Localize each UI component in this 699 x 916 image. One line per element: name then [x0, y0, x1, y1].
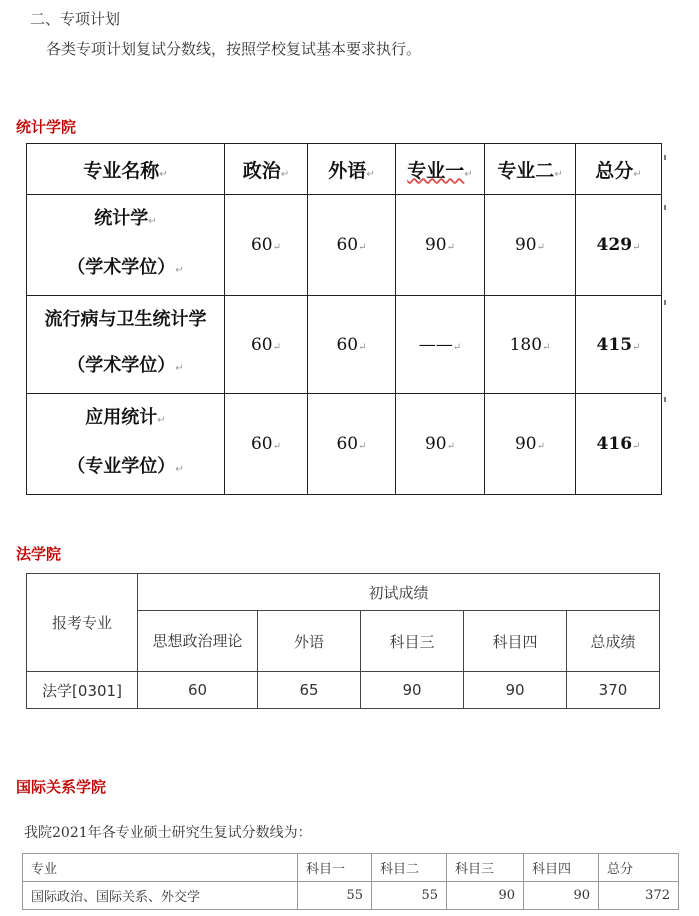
- header-cell: 总成绩: [567, 611, 660, 672]
- table-header-row: [27, 144, 662, 195]
- row-end-mark: [664, 300, 666, 305]
- score-cell: 90↵: [396, 394, 485, 495]
- table-row: [27, 296, 662, 394]
- major-cell: 应用统计↵ （专业学位）↵: [27, 394, 225, 495]
- table-row: [27, 195, 662, 296]
- score-cell: 90: [361, 672, 464, 709]
- table-row: [27, 394, 662, 495]
- statistics-heading: 统计学院: [16, 118, 77, 136]
- table-row: [27, 672, 660, 709]
- major-cell: 国际政治、国际关系、外交学: [23, 882, 298, 910]
- intl-heading: 国际关系学院: [16, 778, 107, 796]
- intl-intro: 我院2021年各专业硕士研究生复试分数线为：: [24, 825, 312, 841]
- row-end-mark: [664, 205, 666, 210]
- score-cell: 65: [258, 672, 361, 709]
- section-description: 各类专项计划复试分数线，按照学校复试基本要求执行。: [46, 40, 422, 58]
- major-cell: 统计学↵ （学术学位）↵: [27, 195, 225, 296]
- row-end-mark: [664, 397, 666, 402]
- total-cell: 415↵: [576, 296, 662, 394]
- law-heading: 法学院: [16, 545, 62, 563]
- total-cell: 429↵: [576, 195, 662, 296]
- total-cell: 416↵: [576, 394, 662, 495]
- header-cell: 政治↵: [225, 144, 308, 195]
- table-header-row: [23, 854, 679, 882]
- score-cell: 90: [447, 882, 524, 910]
- header-cell: 专业二↵: [485, 144, 576, 195]
- score-cell: 180↵: [485, 296, 576, 394]
- header-cell: 专业名称↵: [27, 144, 225, 195]
- header-cell: 科目二: [372, 854, 447, 882]
- score-cell: 60↵: [225, 394, 308, 495]
- law-table: [26, 573, 660, 709]
- score-cell: 90: [524, 882, 599, 910]
- table-header-row: [27, 574, 660, 611]
- statistics-table: [26, 143, 662, 495]
- section-title: 二、专项计划: [30, 10, 121, 28]
- major-cell: 法学[0301]: [27, 672, 138, 709]
- total-cell: 370: [567, 672, 660, 709]
- header-cell: 科目一: [298, 854, 372, 882]
- score-cell: 90: [464, 672, 567, 709]
- score-cell: 55: [372, 882, 447, 910]
- header-cell: 专业一↵: [396, 144, 485, 195]
- table-row: [23, 882, 679, 910]
- score-cell: 60↵: [225, 296, 308, 394]
- score-cell: 55: [298, 882, 372, 910]
- intl-table: [22, 853, 679, 910]
- score-cell: 90↵: [396, 195, 485, 296]
- score-cell: 60↵: [308, 195, 396, 296]
- score-cell: 60↵: [225, 195, 308, 296]
- score-cell: 90↵: [485, 394, 576, 495]
- major-cell: 流行病与卫生统计学 （学术学位）↵: [27, 296, 225, 394]
- header-cell: 总分: [599, 854, 679, 882]
- header-cell: 外语↵: [308, 144, 396, 195]
- header-cell: 外语: [258, 611, 361, 672]
- header-cell: 报考专业: [27, 574, 138, 672]
- header-cell: 科目四: [464, 611, 567, 672]
- header-cell: 科目三: [361, 611, 464, 672]
- header-cell: 总分↵: [576, 144, 662, 195]
- header-cell: 科目四: [524, 854, 599, 882]
- header-cell: 专业: [23, 854, 298, 882]
- header-cell: 初试成绩: [138, 574, 660, 611]
- header-cell: 科目三: [447, 854, 524, 882]
- header-cell: 思想政治理论: [138, 611, 258, 672]
- total-cell: 372: [599, 882, 679, 910]
- score-cell: ——↵: [396, 296, 485, 394]
- score-cell: 60↵: [308, 296, 396, 394]
- score-cell: 60↵: [308, 394, 396, 495]
- score-cell: 60: [138, 672, 258, 709]
- score-cell: 90↵: [485, 195, 576, 296]
- row-end-mark: [664, 155, 666, 160]
